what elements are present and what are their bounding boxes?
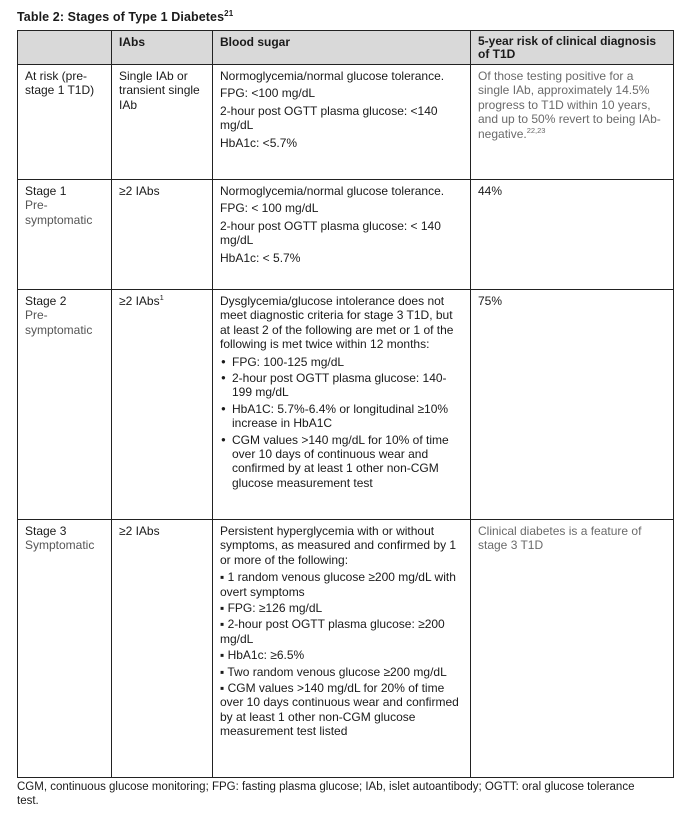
table-row (18, 520, 674, 778)
table-row (18, 290, 674, 520)
header-5yr-risk: 5-year risk of clinical diagnosis of T1D (471, 31, 674, 65)
risk-reference: 22,23 (526, 125, 546, 135)
sugar-line: Normoglycemia/normal glucose tolerance. (220, 69, 445, 83)
blood-sugar-cell (213, 180, 471, 290)
risk-value: 44% (478, 184, 503, 198)
header-stage (18, 31, 112, 65)
stage-cell (18, 290, 112, 520)
risk-value: Clinical diabetes is a feature of stage 3 T1D (478, 524, 642, 553)
risk-cell (471, 520, 674, 778)
risk-cell (471, 180, 674, 290)
list-item: ● FPG: 100-125 mg/dL (220, 355, 464, 369)
header-iabs: IAbs (112, 31, 213, 65)
iabs-value: ≥2 IAbs (119, 524, 160, 538)
risk-cell (471, 290, 674, 520)
list-item: ● HbA1C: 5.7%-6.4% or longitudinal ≥10% increase in HbA1C (220, 402, 464, 431)
stage-cell (18, 180, 112, 290)
risk-value: Of those testing positive for a single IAb, approximately 14.5% progress to T1D within 10 years, and up to 50% revert to being IAb-negative. (478, 69, 661, 141)
iabs-cell (112, 520, 213, 778)
criteria-list (220, 570, 464, 738)
list-item: ▪ HbA1c: ≥6.5% (220, 648, 305, 663)
table-footnote: CGM, continuous glucose monitoring; FPG: fasting plasma glucose; IAb, islet autoantibody; OGTT: oral glucose tolerance test. (17, 781, 635, 807)
title-reference: 21 (224, 9, 234, 18)
sugar-line: 2-hour post OGTT plasma glucose: <140 mg/dL (220, 103, 438, 133)
iabs-cell (112, 180, 213, 290)
list-item: ▪ CGM values >140 mg/dL for 20% of time over 10 days continuous wear and confirmed by at least 1 other non-CGM glucose measurement test listed (220, 681, 459, 739)
sugar-line: HbA1c: <5.7% (220, 135, 298, 150)
iabs-value: ≥2 IAbs (119, 294, 160, 308)
sugar-intro: Dysglycemia/glucose intolerance does not meet diagnostic criteria for stage 3 T1D, but at least 2 of the following are met or 1 of the following is met twice within 12 months: (220, 294, 454, 352)
sugar-line: FPG: <100 mg/dL (220, 86, 316, 101)
risk-value: 75% (478, 294, 503, 308)
stages-table (17, 30, 674, 778)
stage-sublabel: Symptomatic (25, 538, 95, 553)
list-item: ● CGM values >140 mg/dL for 10% of time over 10 days of continuous wear and confirmed by at least 1 other non-CGM glucose measurement test (220, 433, 464, 491)
header-row (18, 31, 674, 65)
blood-sugar-cell (213, 520, 471, 778)
list-item: ▪ Two random venous glucose ≥200 mg/dL (220, 664, 447, 679)
sugar-line: HbA1c: < 5.7% (220, 250, 301, 265)
stage-label: At risk (pre-stage 1 T1D) (25, 69, 95, 98)
criteria-list (220, 355, 464, 491)
iabs-value: Single IAb or transient single IAb (119, 69, 200, 112)
stage-sublabel: Pre-symptomatic (25, 198, 93, 227)
iabs-value: ≥2 IAbs (119, 184, 160, 198)
table-title: Table 2: Stages of Type 1 Diabetes$^{21}$ (17, 9, 234, 24)
stage-sublabel: Pre-symptomatic (25, 308, 93, 337)
iabs-cell (112, 290, 213, 520)
table-row (18, 65, 674, 180)
stage-label: Stage 3 (25, 524, 67, 538)
blood-sugar-cell (213, 65, 471, 180)
sugar-line: FPG: < 100 mg/dL (220, 201, 319, 216)
stage-cell (18, 520, 112, 778)
iabs-cell (112, 65, 213, 180)
header-blood-sugar: Blood sugar (213, 31, 471, 65)
list-item: ● 2-hour post OGTT plasma glucose: 140-199 mg/dL (220, 371, 464, 400)
table-row (18, 180, 674, 290)
sugar-line: 2-hour post OGTT plasma glucose: < 140 mg/dL (220, 218, 441, 248)
sugar-intro: Persistent hyperglycemia with or without symptoms, as measured and confirmed by 1 or more of the following: (220, 524, 457, 567)
stage-label: Stage 1 (25, 184, 67, 198)
stage-label: Stage 2 (25, 294, 67, 308)
blood-sugar-cell (213, 290, 471, 520)
stage-cell (18, 65, 112, 180)
list-item: ▪ 1 random venous glucose ≥200 mg/dL with overt symptoms (220, 570, 456, 599)
risk-cell (471, 65, 674, 180)
iabs-reference: 1 (159, 293, 164, 302)
sugar-line: Normoglycemia/normal glucose tolerance. (220, 184, 445, 198)
list-item: ▪ FPG: ≥126 mg/dL (220, 601, 323, 616)
list-item: ▪ 2-hour post OGTT plasma glucose: ≥200 mg/dL (220, 617, 445, 646)
